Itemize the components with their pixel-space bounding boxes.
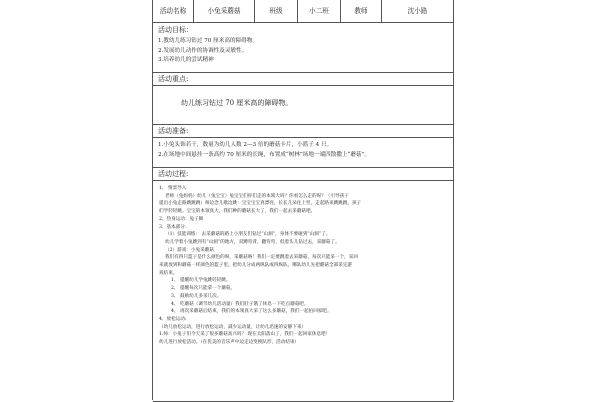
goals-label: 活动目标： <box>158 26 193 34</box>
process-line: 老师（兔妈妈）幼儿（兔宝宝）兔宝宝们你们走的本领大吗？你看怎么走的呀？（引导孩子 <box>165 193 349 199</box>
focus-label-row <box>153 73 453 86</box>
activity-name-value: 小兔采蘑菇 <box>194 0 255 22</box>
header-row <box>153 0 453 23</box>
process-label: 活动过程: <box>158 170 189 178</box>
class-value: 小二班 <box>298 0 341 22</box>
focus-text: 幼儿练习钻过 70 厘米高的障碍物。 <box>181 99 293 107</box>
teacher-label: 教师 <box>341 0 382 22</box>
process-line: 3、基本部分： <box>159 224 190 230</box>
process-line: 1、 情景导入 <box>159 186 187 191</box>
goals-section <box>153 23 453 73</box>
process-line: （幼儿放松运动，进行放松运动，减少运动量，让幼儿迅速的安静下来） <box>159 324 307 330</box>
process-line: 2、热身运动：兔子舞 <box>159 216 204 222</box>
process-line: 4、 吃蘑菇（调节幼儿活动量）我们肚子饿了休息一下吃点蘑菇吧。 <box>171 301 309 307</box>
activity-name-label: 活动名称 <box>153 0 194 22</box>
preparation-item: 2.在场地中间悬挂一条高约 70 厘米的长绳，布置成“树林”场地一端四散撒上“蘑菇”。 <box>158 151 371 158</box>
process-line: 幼儿进行放松活动。（在优美的音乐声中边走边变换队形，活动结束） <box>159 340 300 346</box>
process-line: 2、 提醒每次只能拿一个蘑菇。 <box>171 286 236 292</box>
preparation-label-row <box>153 125 453 138</box>
process-section <box>153 181 453 402</box>
process-line: 3、 鼓励幼儿多采几次。 <box>171 293 222 299</box>
process-line: （2）游戏：小兔采蘑菇 <box>165 247 214 253</box>
process-line: 4、 再次采蘑菇后结束，我们的本领真大采了这么多蘑菇，我们一起拍回家吧。 <box>171 309 332 315</box>
teacher-value: 沈小路 <box>407 7 428 15</box>
goal-item: 1.教幼儿练习钻过 70 厘米高的障碍物。 <box>158 38 258 44</box>
process-line: 1.师：小兔子们今天采了很多蘑菇高兴吗？ 现在太阳落山了，我们一起回家休息吧！ <box>159 332 331 338</box>
preparation-label: 活动准备: <box>158 127 189 135</box>
process-label-row <box>153 168 453 181</box>
process-line: 戏结束。 <box>159 270 178 276</box>
process-line: 们学轻轻跳。宝宝的本领真大，我们种的蘑菇长大了，我们一起去采蘑菇吧。 <box>159 209 316 215</box>
process-line: 幼儿学着小兔跳到有“山洞”的地方，双蹲弯背，翻弯弯，低着头儿钻过去，采蘑菇了。 <box>165 239 340 245</box>
process-line: （1）技能训练： 去采蘑菇的路上小朋友们钻过“山洞”，身体不要碰到“山洞”了。 <box>165 232 331 238</box>
goal-item: 2.发展幼儿动作的协调性及灵敏性。 <box>158 47 248 54</box>
class-label: 班级 <box>255 0 298 22</box>
process-line: 1、 提醒幼儿学兔跳轻轻跳。 <box>171 278 231 284</box>
focus-text-row <box>153 86 453 125</box>
process-line: 提出小兔走路跳跳跳）师边念儿歌边跳：宝宝宝宝真漂亮，长长儿朵往上竖，走起路来跳跳跳，孩子 <box>159 201 362 207</box>
process-line: 来就放到和蘑菇一样颜色的篮子里。把幼儿分成两纵队或四纵队，哪队幼儿先把蘑菇全部采完游 <box>159 263 352 269</box>
focus-label: 活动重点: <box>158 75 189 83</box>
process-line: 我们有四只篮子是什么颜色的呀，采蘑菇咯！我们一定要跳着去采蘑菇，每次只能采一个，采回 <box>165 255 358 261</box>
activity-plan-sheet <box>152 0 454 400</box>
process-line: 4、放松运动: <box>159 316 187 322</box>
preparation-items-row <box>153 138 453 168</box>
preparation-item: 1.小兔头饰若干，数量为幼儿人数 2—3 倍的蘑菇卡片，小篮子 4 只。 <box>158 142 333 148</box>
goal-item: 3.培养幼儿的尝试精神 <box>158 57 214 64</box>
